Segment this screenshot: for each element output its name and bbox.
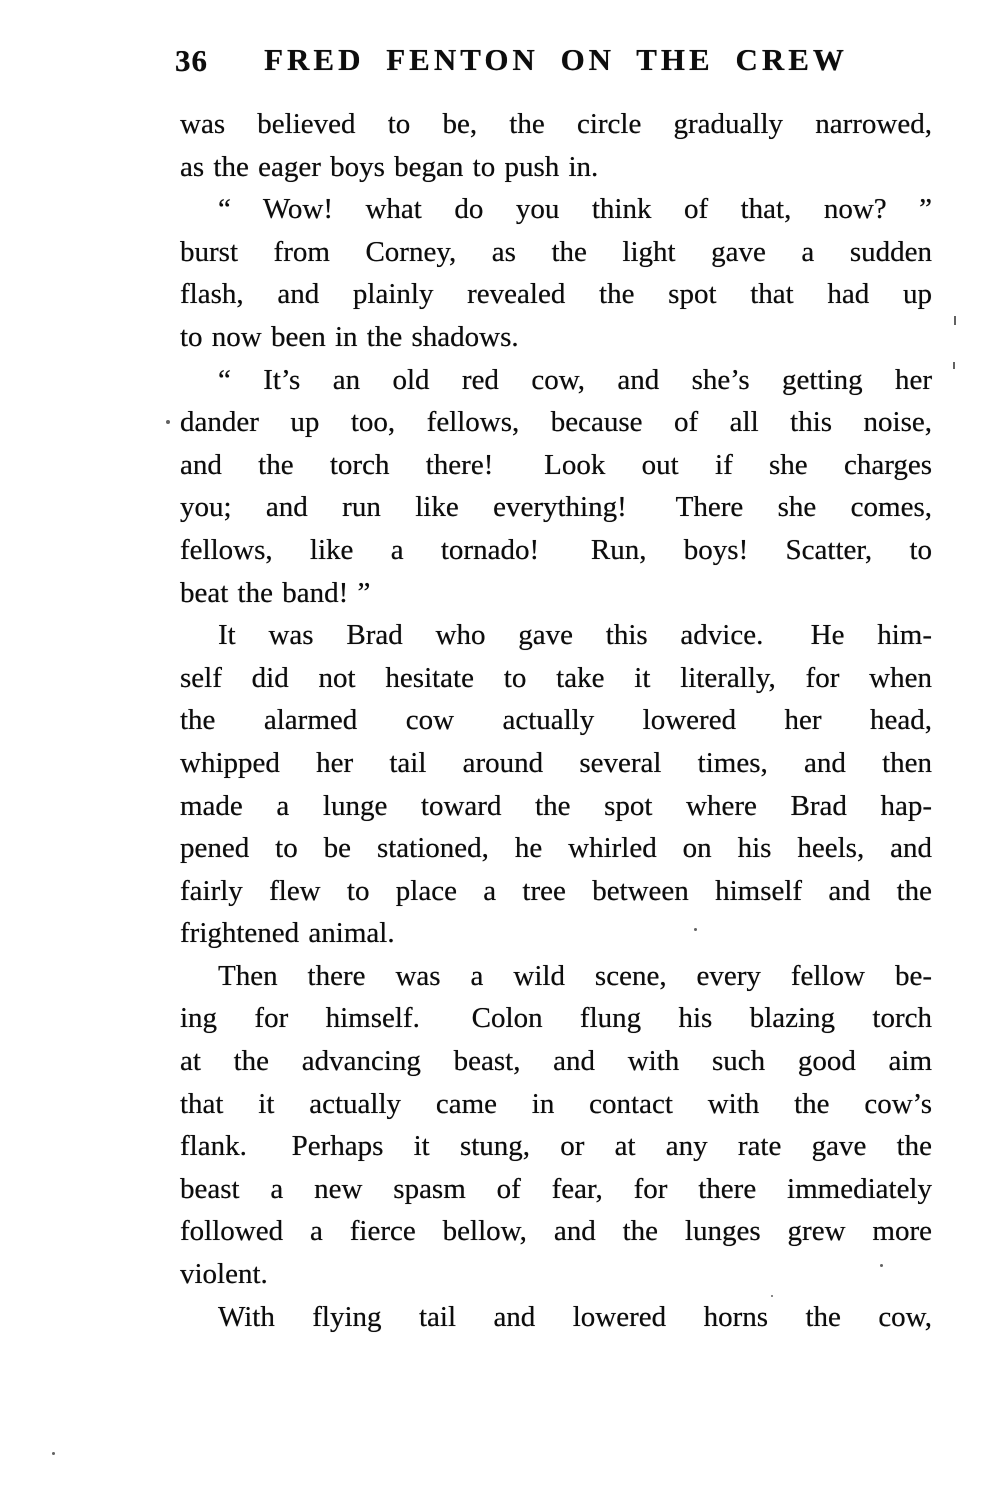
scan-speck — [694, 928, 697, 931]
page-number: 36 — [175, 43, 208, 78]
text-line: “ Wow! what do you think of that, now? ” — [218, 193, 932, 226]
text-line: at the advancing beast, and with such good aim — [180, 1045, 932, 1078]
text-line: to now been in the shadows. — [180, 320, 519, 353]
text-line: ing for himself. Colon flung his blazing torch — [180, 1002, 932, 1035]
text-line: self did not hesitate to take it literally, for when — [180, 661, 932, 694]
text-line: made a lunge toward the spot where Brad hap- — [180, 789, 932, 822]
body-text — [180, 103, 932, 1338]
text-line: fairly flew to place a tree between himself and the — [180, 874, 932, 907]
text-line: the alarmed cow actually lowered her head, — [180, 704, 932, 737]
text-line: as the eager boys began to push in. — [180, 150, 599, 183]
text-line: dander up too, fellows, because of all this noise, — [180, 406, 932, 439]
text-line: whipped her tail around several times, and then — [180, 746, 932, 779]
text-line: “ It’s an old red cow, and she’s getting her — [218, 363, 932, 396]
text-line: beat the band! ” — [180, 576, 371, 609]
text-line: beast a new spasm of fear, for there immediately — [180, 1172, 932, 1205]
text-line: burst from Corney, as the light gave a sudden — [180, 235, 932, 268]
scan-speck — [52, 1452, 55, 1455]
text-line: that it actually came in contact with the cow’s — [180, 1087, 932, 1120]
scan-speck — [953, 362, 955, 369]
scan-speck — [771, 1295, 773, 1297]
text-line: was believed to be, the circle gradually narrowed, — [180, 108, 932, 140]
text-line: pened to be stationed, he whirled on his heels, and — [180, 832, 932, 865]
text-line: It was Brad who gave this advice. He him- — [218, 619, 932, 652]
text-line: frightened animal. — [180, 917, 395, 950]
text-line: violent. — [180, 1258, 268, 1291]
text-line: Then there was a wild scene, every fellow be- — [218, 959, 932, 992]
text-line: fellows, like a tornado! Run, boys! Scatter, to — [180, 533, 932, 566]
text-line: flash, and plainly revealed the spot that had up — [180, 278, 932, 311]
text-line: flank. Perhaps it stung, or at any rate gave the — [180, 1130, 932, 1163]
text-line: and the torch there! Look out if she charges — [180, 448, 932, 481]
page-header — [175, 42, 932, 82]
text-line: you; and run like everything! There she comes, — [180, 491, 932, 524]
scan-speck — [954, 316, 956, 325]
scan-speck — [166, 420, 170, 424]
text-line: With flying tail and lowered horns the cow, — [218, 1300, 932, 1333]
text-line: followed a fierce bellow, and the lunges grew more — [180, 1215, 932, 1248]
running-title: FRED FENTON ON THE CREW — [264, 42, 848, 77]
scan-speck — [880, 1264, 883, 1267]
